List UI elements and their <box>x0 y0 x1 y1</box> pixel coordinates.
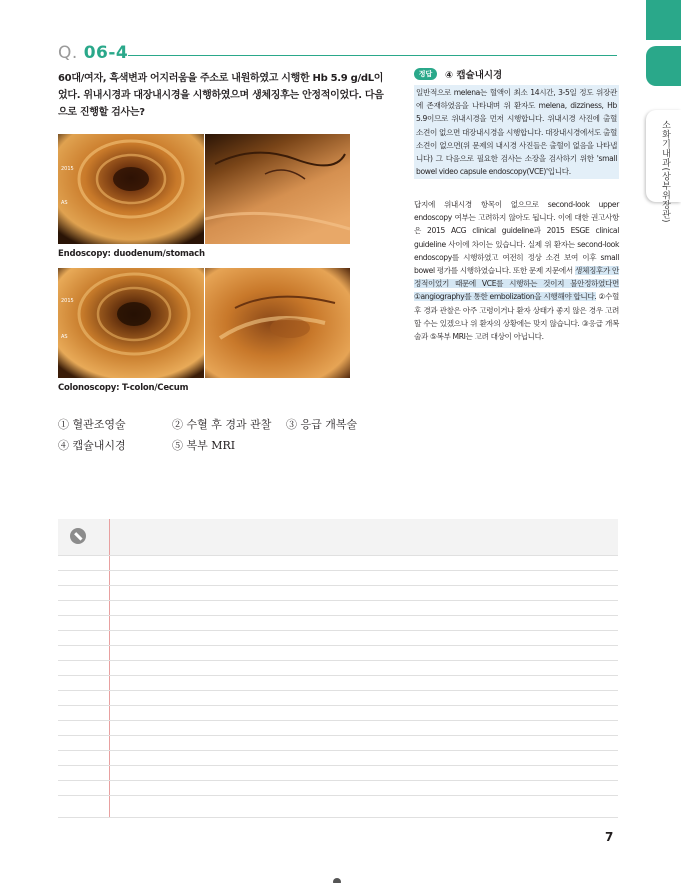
duodenum-image <box>58 134 204 244</box>
choice-4[interactable]: ④ 캡슐내시경 <box>58 439 126 452</box>
image-year: 2015 <box>61 166 74 172</box>
cecum-image <box>205 268 350 378</box>
choice-1[interactable]: ① 혈관조영술 <box>58 418 126 431</box>
stomach-image <box>205 134 350 244</box>
question-text: 60대/여자, 흑색변과 어지러움을 주소로 내원하였고 시행한 Hb 5.9 g/dL이었다. 위내시경과 대장내시경을 시행하였으며 생체징후는 안정적이었다. 다음으로 진행할 검사는? <box>58 73 384 118</box>
answer-text-highlight: 생체징후가 안정적이었기 때문에 VCE를 시행하는 것이지 불안정하였다면 ①angiography를 통한 embolization을 시행해야 합니다. <box>414 266 619 302</box>
notes-area[interactable] <box>58 519 618 818</box>
registration-mark <box>333 878 341 883</box>
question-prefix: Q. <box>58 43 84 63</box>
choice-2[interactable]: ② 수혈 후 경과 관찰 <box>172 418 272 431</box>
page-number: 7 <box>605 830 614 844</box>
answer-title: ④ 캡슐내시경 <box>445 70 503 81</box>
question-number: 06-4 <box>83 43 129 63</box>
answer-highlight-box <box>414 85 619 179</box>
top-image-caption: Endoscopy: duodenum/stomach <box>58 249 205 259</box>
top-color-tab <box>646 0 681 40</box>
question-label <box>58 43 128 63</box>
chapter-tab[interactable] <box>646 46 681 86</box>
image-overlay: AS <box>61 334 68 340</box>
section-tab-label: 소화기내과(상부위장관) <box>660 120 670 224</box>
notes-margin-line <box>109 519 110 818</box>
image-overlay: AS <box>61 200 68 206</box>
t-colon-image <box>58 268 204 378</box>
answer-text-b: ②수혈 후 경과 관찰은 아주 고령이거나 환자 상태가 좋지 않은 경우 고려할 수는 있겠으나 위 환자의 상황에는 맞지 않습니다. ③응급 개복술과 ⑤복부 MRI는 고려 대상이 아닙니다. <box>414 292 619 342</box>
notes-header <box>58 519 618 555</box>
header-rule <box>128 55 617 56</box>
answer-paragraph-1: 일반적으로 melena는 혈액이 최소 14시간, 3-5일 정도 위장관에 존재하였음을 나타내며 위 환자도 melena, dizziness, Hb 5.9이므로 위내시경을 먼저 시행합니다. 위내시경 사진에 출혈 소견이 없으면 대장내시경을 시행합니다. 대장내시경에서도 출혈 소견이 없으면(위 문제의 내시경 사진들은 출혈이 없음을 나타냅니다) 그 다음으로 필요한 검사는 소장을 검사하기 위한 'small bowel video capsule endoscopy(VCE)'입니다. <box>416 88 617 177</box>
answer-paragraph-2 <box>414 198 619 343</box>
answer-text-a: 답지에 위내시경 항목이 없으므로 second-look upper endoscopy 여부는 고려하지 않아도 됩니다. 이에 대한 권고사항은 2015 ACG clinical guideline과 2015 ESGE clinical guideline 사이에 차이는 있습니다. 실제 위 환자는 second-look endoscopy를 시행하였고 여전히 정상 소견 보여 이후 small bowel 평가를 시행하였습니다. 또한 문제 지문에서 <box>414 200 619 276</box>
pencil-icon <box>70 528 86 544</box>
choice-5[interactable]: ⑤ 복부 MRI <box>172 439 236 452</box>
choice-3[interactable]: ③ 응급 개복술 <box>286 418 358 431</box>
bottom-image-caption: Colonoscopy: T-colon/Cecum <box>58 383 189 393</box>
image-year: 2015 <box>61 298 74 304</box>
answer-badge: 정답 <box>414 68 437 80</box>
